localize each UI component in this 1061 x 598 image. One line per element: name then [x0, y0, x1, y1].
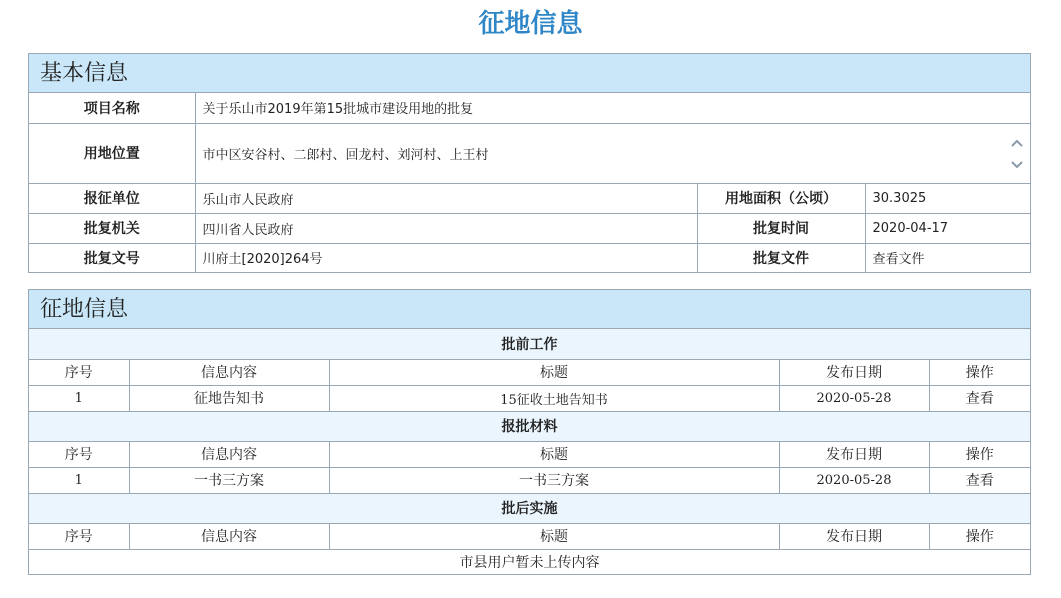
- table-header-row: [29, 359, 1030, 385]
- project-name-value: 关于乐山市2019年第15批城市建设用地的批复: [195, 93, 1030, 123]
- approve-date-label: 批复时间: [697, 213, 865, 243]
- row-content: 一书三方案: [129, 467, 329, 493]
- row-content: 征地告知书: [129, 385, 329, 411]
- table-row: [29, 467, 1030, 493]
- section-title: 报批材料: [29, 411, 1030, 441]
- col-header-action: 操作: [929, 359, 1030, 385]
- row-view-cell: [929, 385, 1030, 411]
- basic-info-heading: 基本信息: [29, 54, 1030, 93]
- col-header-title: 标题: [329, 523, 779, 549]
- col-header-title: 标题: [329, 441, 779, 467]
- empty-message: 市县用户暂未上传内容: [29, 549, 1030, 574]
- approver-value: 四川省人民政府: [195, 213, 697, 243]
- approver-label: 批复机关: [29, 213, 195, 243]
- applicant-value: 乐山市人民政府: [195, 183, 697, 213]
- row-title: 15征收土地告知书: [329, 385, 779, 411]
- table-header-row: [29, 441, 1030, 467]
- col-header-date: 发布日期: [779, 523, 929, 549]
- view-link[interactable]: 查看: [965, 473, 994, 489]
- chevron-down-icon[interactable]: [1010, 158, 1024, 172]
- section-title: 批后实施: [29, 493, 1030, 523]
- col-header-title: 标题: [329, 359, 779, 385]
- requisition-table: [29, 329, 1030, 574]
- row-view-cell: [929, 467, 1030, 493]
- row-date: 2020-05-28: [779, 385, 929, 411]
- col-header-date: 发布日期: [779, 359, 929, 385]
- table-row: [29, 385, 1030, 411]
- row-title: 一书三方案: [329, 467, 779, 493]
- project-name-label: 项目名称: [83, 100, 140, 117]
- basic-info-panel: [28, 53, 1031, 273]
- location-cell: [195, 123, 1030, 183]
- col-header-content: 信息内容: [129, 523, 329, 549]
- doc-no-value: 川府土[2020]264号: [195, 243, 697, 272]
- row-no: 1: [29, 467, 129, 493]
- applicant-label: 报征单位: [29, 183, 195, 213]
- location-label: 用地位置: [29, 123, 195, 183]
- col-header-action: 操作: [929, 441, 1030, 467]
- row-no: 1: [29, 385, 129, 411]
- doc-file-cell: [865, 243, 1030, 272]
- doc-file-label: 批复文件: [697, 243, 865, 272]
- col-header-action: 操作: [929, 523, 1030, 549]
- requisition-panel: [28, 289, 1031, 575]
- area-value: 30.3025: [865, 183, 1030, 213]
- table-header-row: [29, 523, 1030, 549]
- location-value: 市中区安谷村、二郎村、回龙村、刘河村、上王村: [202, 147, 489, 163]
- chevron-up-icon[interactable]: [1010, 136, 1024, 150]
- col-header-no: 序号: [29, 441, 129, 467]
- row-date: 2020-05-28: [779, 467, 929, 493]
- col-header-date: 发布日期: [779, 441, 929, 467]
- page-title: 征地信息: [478, 9, 583, 39]
- doc-no-label: 批复文号: [29, 243, 195, 272]
- col-header-content: 信息内容: [129, 441, 329, 467]
- view-link[interactable]: 查看: [965, 391, 994, 407]
- area-label: 用地面积（公顷）: [697, 183, 865, 213]
- view-file-link[interactable]: 查看文件: [872, 252, 925, 268]
- col-header-no: 序号: [29, 523, 129, 549]
- col-header-content: 信息内容: [129, 359, 329, 385]
- approve-date-value: 2020-04-17: [865, 213, 1030, 243]
- col-header-no: 序号: [29, 359, 129, 385]
- section-title: 批前工作: [29, 329, 1030, 359]
- basic-info-table: [29, 93, 1030, 272]
- requisition-heading: 征地信息: [29, 290, 1030, 329]
